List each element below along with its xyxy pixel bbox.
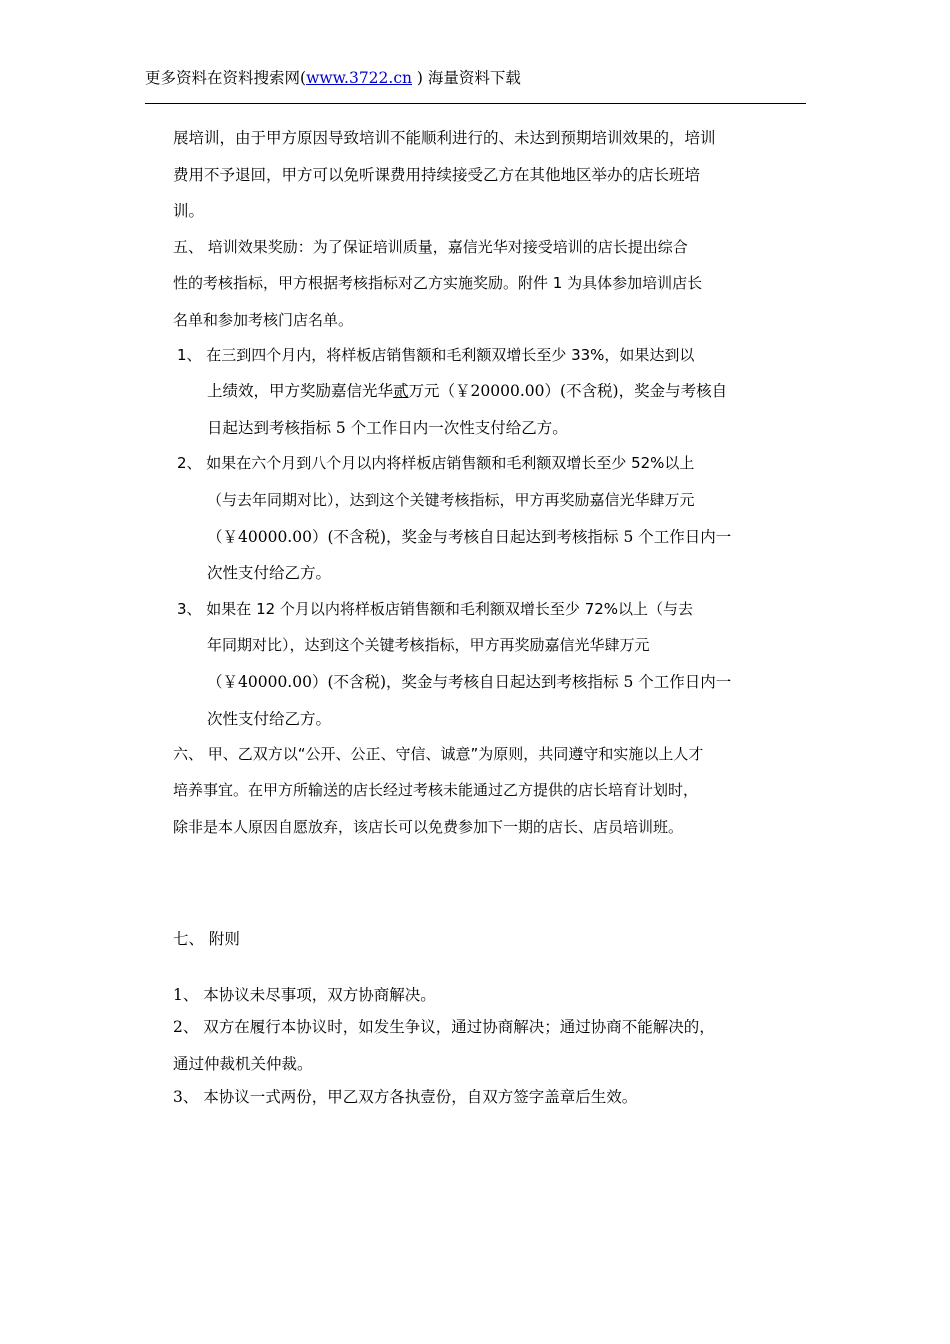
reward-item-1-line-2-before: 上绩效，甲方奖励嘉信光华 — [207, 382, 394, 400]
appendix-item-1: 1、 本协议未尽事项，双方协商解决。 — [173, 986, 436, 1004]
header-suffix: ) 海量资料下载 — [412, 69, 521, 87]
appendix-item-2-line-2: 通过仲裁机关仲裁。 — [173, 1055, 313, 1073]
section-5-line-3: 名单和参加考核门店名单。 — [173, 311, 354, 329]
reward-item-1-amount-word: 贰 — [393, 382, 409, 400]
continuation-line-2: 费用不予退回，甲方可以免听课费用持续接受乙方在其他地区举办的店长班培 — [173, 166, 701, 184]
reward-item-2-line-4: 次性支付给乙方。 — [207, 564, 332, 582]
reward-item-3-line-4: 次性支付给乙方。 — [207, 710, 332, 728]
continuation-line-3: 训。 — [173, 202, 205, 220]
reward-item-1-line-2-after: 万元（￥20000.00）(不含税)，奖金与考核自 — [408, 382, 728, 400]
appendix-item-3: 3、 本协议一式两份，甲乙双方各执壹份，自双方签字盖章后生效。 — [173, 1088, 638, 1106]
reward-item-2-line-2: （与去年同期对比），达到这个关键考核指标，甲方再奖励嘉信光华肆万元 — [207, 491, 695, 509]
section-5-line-2: 性的考核指标，甲方根据考核指标对乙方实施奖励。附件 1 为具体参加培训店长 — [173, 274, 703, 292]
header-link[interactable]: www.3722.cn — [306, 69, 412, 87]
section-7-title: 七、 附则 — [173, 930, 240, 948]
reward-item-2-line-1: 2、 如果在六个月到八个月以内将样板店销售额和毛利额双增长至少 52%以上 — [177, 454, 695, 472]
continuation-line-1: 展培训，由于甲方原因导致培训不能顺利进行的、未达到预期培训效果的，培训 — [173, 129, 716, 147]
reward-item-1-line-1: 1、 在三到四个月内，将样板店销售额和毛利额双增长至少 33%，如果达到以 — [177, 346, 695, 364]
page-header — [145, 66, 521, 88]
section-5-line-1: 五、 培训效果奖励：为了保证培训质量，嘉信光华对接受培训的店长提出综合 — [173, 238, 688, 256]
reward-item-1-line-3: 日起达到考核指标 5 个工作日内一次性支付给乙方。 — [207, 419, 568, 437]
section-6-line-1: 六、 甲、乙双方以“公开、公正、守信、诚意”为原则，共同遵守和实施以上人才 — [173, 745, 704, 763]
appendix-item-2-line-1: 2、 双方在履行本协议时，如发生争议，通过协商解决；通过协商不能解决的， — [173, 1018, 715, 1036]
reward-item-3-line-3: （￥40000.00）(不含税)，奖金与考核自日起达到考核指标 5 个工作日内一 — [207, 673, 732, 691]
reward-item-2-line-3: （￥40000.00）(不含税)，奖金与考核自日起达到考核指标 5 个工作日内一 — [207, 528, 732, 546]
header-prefix: 更多资料在资料搜索网( — [145, 69, 307, 87]
reward-item-1-line-2 — [207, 381, 727, 401]
reward-item-3-line-1: 3、 如果在 12 个月以内将样板店销售额和毛利额双增长至少 72%以上（与去 — [177, 600, 694, 618]
reward-item-3-line-2: 年同期对比），达到这个关键考核指标，甲方再奖励嘉信光华肆万元 — [207, 636, 650, 654]
section-6-line-2: 培养事宜。在甲方所输送的店长经过考核未能通过乙方提供的店长培育计划时， — [173, 781, 699, 799]
header-divider — [145, 103, 806, 104]
section-6-line-3: 除非是本人原因自愿放弃，该店长可以免费参加下一期的店长、店员培训班。 — [173, 818, 684, 836]
